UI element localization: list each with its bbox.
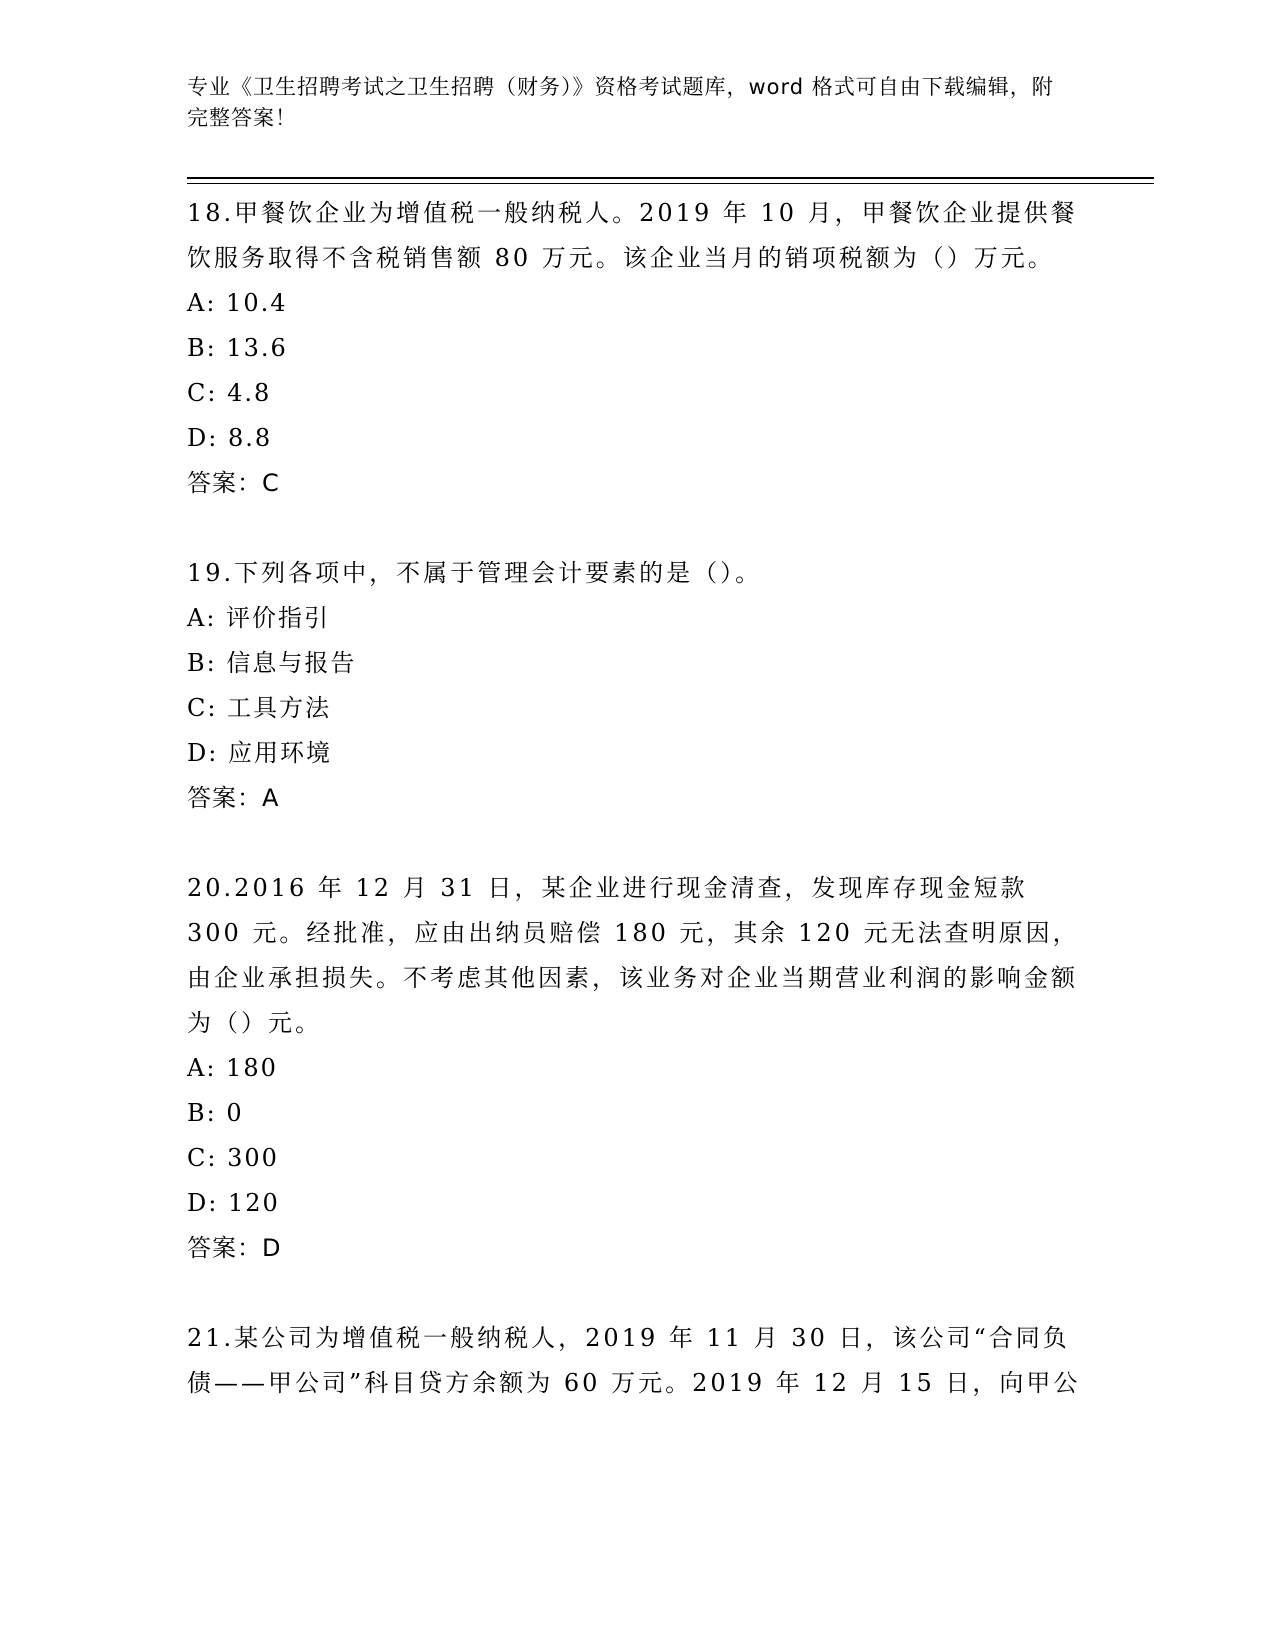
spacer xyxy=(187,506,1087,551)
question-20 xyxy=(187,866,1087,1271)
option-b: B: 0 xyxy=(187,1099,244,1127)
answer-line: 答案：D xyxy=(187,1234,282,1262)
question-19 xyxy=(187,551,1087,821)
question-21 xyxy=(187,1316,1087,1406)
option-c: C: 工具方法 xyxy=(187,694,332,722)
header-divider-thick xyxy=(187,177,1154,179)
header-title: 专业《卫生招聘考试之卫生招聘（财务）》资格考试题库，word 格式可自由下载编辑，附完整答案！ xyxy=(187,75,1054,130)
option-d: D: 应用环境 xyxy=(187,739,332,767)
question-stem: 21.某公司为增值税一般纳税人，2019 年 11 月 30 日，该公司“合同负债——甲公司”科目贷方余额为 60 万元。2019 年 12 月 15 日，向甲公 xyxy=(187,1324,1081,1397)
option-c: C: 300 xyxy=(187,1144,279,1172)
option-a: A: 10.4 xyxy=(187,289,288,317)
option-d: D: 120 xyxy=(187,1189,280,1217)
question-list xyxy=(187,191,1087,1406)
option-b: B: 信息与报告 xyxy=(187,649,357,677)
spacer xyxy=(187,821,1087,866)
option-b: B: 13.6 xyxy=(187,334,288,362)
document-header xyxy=(187,72,1067,134)
option-d: D: 8.8 xyxy=(187,424,273,452)
question-stem: 20.2016 年 12 月 31 日，某企业进行现金清查，发现库存现金短款 300 元。经批准，应由出纳员赔偿 180 元，其余 120 元无法查明原因，由企业承担损失。不考虑其他因素，该业务对企业当期营业利润的影响金额为（）元。 xyxy=(187,874,1080,1037)
question-18 xyxy=(187,191,1087,506)
question-stem: 18.甲餐饮企业为增值税一般纳税人。2019 年 10 月，甲餐饮企业提供餐饮服务取得不含税销售额 80 万元。该企业当月的销项税额为（）万元。 xyxy=(187,199,1078,272)
option-c: C: 4.8 xyxy=(187,379,272,407)
option-a: A: 评价指引 xyxy=(187,604,331,632)
answer-line: 答案：A xyxy=(187,784,280,812)
answer-line: 答案：C xyxy=(187,469,280,497)
option-a: A: 180 xyxy=(187,1054,278,1082)
question-stem: 19.下列各项中，不属于管理会计要素的是（）。 xyxy=(187,559,763,587)
spacer xyxy=(187,1271,1087,1316)
header-divider-thin xyxy=(187,183,1154,184)
